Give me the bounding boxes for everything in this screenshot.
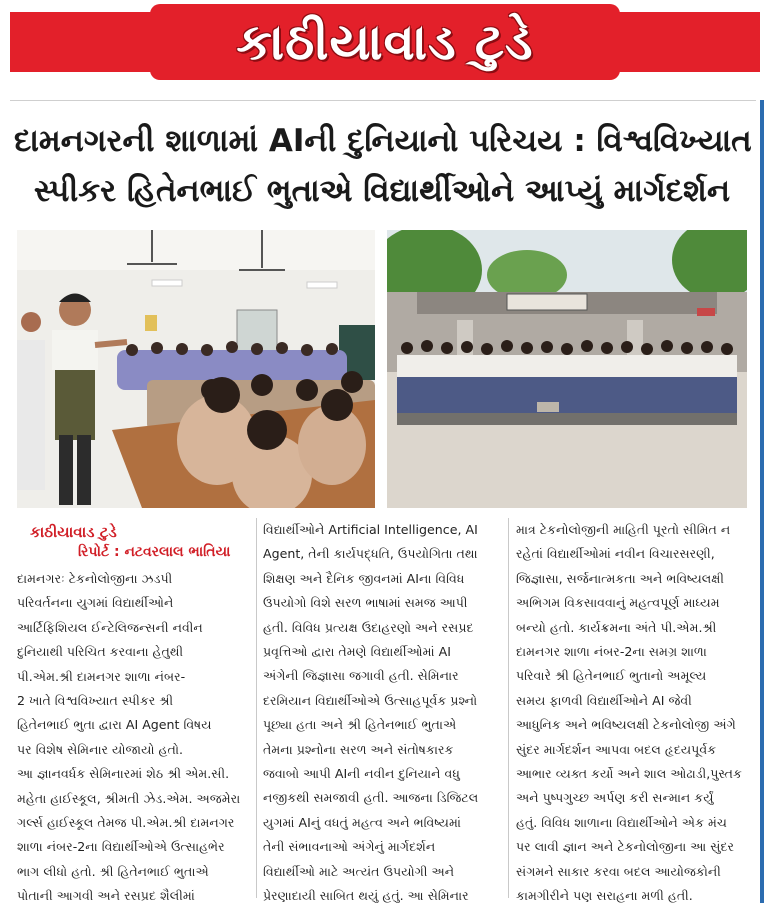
article-line: અને પુષ્પગુચ્છ અર્પણ કરી સન્માન કર્યું	[516, 790, 714, 806]
article-line: દામનગરઃ ટેકનોલોજીના ઝડપી	[17, 571, 173, 586]
article-line: તેની સંભાવનાઓ અંગેનું માર્ગદર્શન	[263, 839, 436, 855]
article-line: અભિગમ વિકસાવવાનું મહત્વપૂર્ણ માધ્યમ	[516, 595, 720, 611]
article-line: પ્રવૃત્તિઓ દ્વારા તેમણે વિદ્યાર્થીઓમાં AI	[263, 644, 451, 660]
article-line: ગર્લ્સ હાઈસ્કૂલ તેમજ પી.એમ.શ્રી દામનગર	[17, 815, 235, 831]
byline-paper-name: કાઠીયાવાડ ટુડે	[30, 523, 117, 541]
article-line: મહેતા હાઈસ્કૂલ, શ્રીમતી ઝેડ.એમ. અજમેરા	[17, 790, 241, 806]
article-line: સુંદર માર્ગદર્શન આપવા બદલ હૃદયપૂર્વક	[516, 741, 717, 757]
masthead-title: કાઠીયાવાડ ટુડે	[236, 13, 534, 71]
article-line: ઉપયોગો વિશે સરળ ભાષામાં સમજ આપી	[263, 595, 468, 611]
article-line: Agent, તેની કાર્યપદ્ધતિ, ઉપયોગિતા તથા	[263, 546, 478, 562]
article-column-1	[17, 567, 250, 903]
article-line: અંગેની જિજ્ઞાસા જગાવી હતી. સેમિનાર	[263, 668, 459, 684]
article-line: યુગમાં AIનું વધતું મહત્વ અને ભવિષ્યમાં	[263, 814, 461, 830]
article-line: શાળા નંબર-2ના વિદ્યાર્થીઓએ ઉત્સાહભેર	[17, 839, 225, 855]
article-line: બન્યો હતો. કાર્યક્રમના અંતે પી.એમ.શ્રી	[516, 619, 717, 635]
article-line: ભાગ લીધો હતો. શ્રી હિતેનભાઈ ભુતાએ	[17, 863, 209, 879]
article-line: પર લાવી જ્ઞાન અને ટેકનોલોજીના આ સુંદર	[516, 839, 735, 855]
article-line: વિદ્યાર્થીઓને Artificial Intelligence, AI	[263, 522, 478, 537]
article-line: પ્રેરણાદાયી સાબિત થયું હતું. આ સેમિનાર	[263, 888, 469, 903]
article-line: પી.એમ.શ્રી દામનગર શાળા નંબર-	[17, 668, 186, 684]
article-line: આર્ટિફિશિયલ ઈન્ટેલિજન્સની નવીન	[17, 619, 203, 635]
column-rule-1	[256, 518, 257, 898]
headline-line-1: દામનગરની શાળામાં AIની દુનિયાનો પરિચય : વિશ્વવિખ્યાત	[14, 123, 752, 159]
masthead-divider	[10, 100, 756, 101]
article-line: આ જ્ઞાનવર્ધક સેમિનારમાં શેઠ શ્રી એમ.સી.	[17, 766, 230, 782]
article-line: તેમના પ્રશ્નોના સરળ અને સંતોષકારક	[263, 741, 454, 757]
byline-reporter: રિપોર્ટ : નટવરલાલ ભાતિયા	[78, 544, 231, 560]
article-line: પરિવર્તનના યુગમાં વિદ્યાર્થીઓને	[17, 595, 174, 611]
article-line: પૂછ્યા હતા અને શ્રી હિતેનભાઈ ભુતાએ	[263, 717, 457, 733]
article-line: આધુનિક અને ભવિષ્યલક્ષી ટેકનોલોજી અંગે	[516, 717, 736, 733]
page-edge-rule	[760, 100, 764, 903]
article-line: દરમિયાન વિદ્યાર્થીઓએ ઉત્સાહપૂર્વક પ્રશ્નો	[263, 692, 478, 708]
article-line: વિદ્યાર્થીઓ માટે અત્યંત ઉપયોગી અને	[263, 863, 455, 879]
headline-line-2: સ્પીકર હિતેનભાઈ ભુતાએ વિદ્યાર્થીઓને આપ્યું માર્ગદર્શન	[33, 173, 731, 209]
article-line: હતું. વિવિધ શાળાના વિદ્યાર્થીઓને એક મંચ	[516, 814, 727, 830]
article-line: આભાર વ્યક્ત કર્યો અને શાલ ઓઢાડી,પુસ્તક	[516, 766, 742, 782]
article-line: દુનિયાથી પરિચિત કરવાના હેતુથી	[17, 644, 184, 660]
masthead	[0, 0, 768, 80]
article-column-3	[516, 518, 754, 903]
article-line: જિજ્ઞાસા, સર્જનાત્મકતા અને ભવિષ્યલક્ષી	[516, 570, 725, 586]
article-line: દામનગર શાળા નંબર-2ના સમગ્ર શાળા	[516, 644, 707, 660]
byline	[30, 522, 250, 562]
article-line: સમય ફાળવી વિદ્યાર્થીઓને AI જેવી	[516, 692, 692, 708]
article-line: જવાબો આપી AIની નવીન દુનિયાને વધુ	[263, 766, 460, 782]
article-line: પોતાની આગવી અને રસપ્રદ શૈલીમાં	[17, 888, 195, 903]
article-line: શિક્ષણ અને દૈનિક જીવનમાં AIના વિવિધ	[263, 570, 465, 586]
article-line: સંગમને સાકાર કરવા બદલ આયોજકોની	[516, 863, 721, 879]
headline	[14, 116, 750, 216]
group-photo	[387, 230, 747, 508]
column-rule-2	[508, 518, 509, 898]
article-line: નજીકથી સમજાવી હતી. આજના ડિજિટલ	[263, 790, 479, 806]
article-line: પરિવારે શ્રી હિતેનભાઈ ભુતાનો અમૂલ્ય	[516, 668, 707, 684]
article-column-2	[263, 518, 500, 903]
classroom-photo	[17, 230, 375, 508]
article-line: હતી. વિવિધ પ્રત્યક્ષ ઉદાહરણો અને રસપ્રદ	[263, 619, 474, 635]
article-line: 2 ખાતે વિશ્વવિખ્યાત સ્પીકર શ્રી	[17, 693, 174, 709]
article-line: માત્ર ટેકનોલોજીની માહિતી પૂરતો સીમિત ન	[516, 522, 731, 537]
article-line: રહેતાં વિદ્યાર્થીઓમાં નવીન વિચારસરણી,	[516, 546, 715, 562]
article-line: કામગીરીને પણ સરાહના મળી હતી.	[516, 888, 693, 903]
article-line: પર વિશેષ સેમિનાર યોજાયો હતો.	[17, 741, 184, 757]
article-line: હિતેનભાઈ ભુતા દ્વારા AI Agent વિષય	[17, 717, 212, 733]
